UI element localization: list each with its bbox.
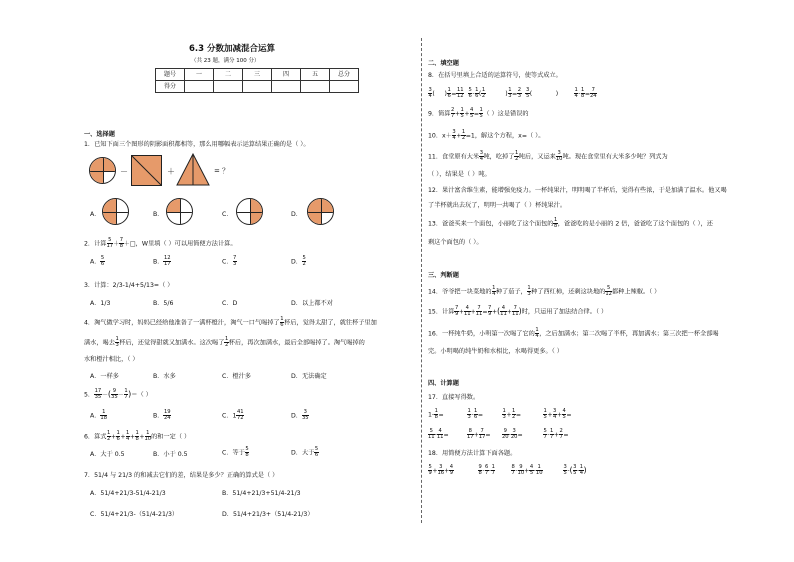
question-13: 13．爸爸买来一个面包，小丽吃了这个面包的 $\frac{1}{8}$ ，爸爸吃的是小丽的 2 倍，爸爸吃了这个面包的（ ），还 bbox=[428, 217, 713, 230]
option-label: C．D bbox=[222, 300, 238, 307]
fraction: $\frac{17}{35}$ bbox=[94, 388, 102, 401]
table-header-cell: 总分 bbox=[330, 69, 359, 81]
score-cell[interactable] bbox=[330, 81, 359, 93]
table-header-cell: 一 bbox=[185, 69, 214, 81]
option-label: D． bbox=[291, 258, 302, 266]
question-2: 2．计算 $\frac{5}{17}$ ＋ $\frac{7}{8}$ ＋□，W里填（ ）可以用简便方法计算。 bbox=[84, 237, 237, 250]
question-16-line2: 完。小明喝的纯牛奶和水相比，水喝得更多。（ ） bbox=[428, 348, 563, 355]
question-3: 3．计算：2/3-1/4+5/13=（ ） bbox=[84, 282, 174, 289]
question-4-line3: 水和橙汁相比，（ ） bbox=[84, 356, 139, 363]
question-10: 10．x＋ $\frac{3}{4}$ + $\frac{1}{2}$ =1，解这个方程，x=（ ）。 bbox=[428, 129, 545, 142]
q2-options bbox=[291, 256, 306, 267]
option-label: A．1/3 bbox=[90, 300, 111, 307]
option-label: D． bbox=[291, 211, 302, 218]
option-label: A．一样多 bbox=[90, 373, 119, 380]
fraction: $\frac{41}{72}$ bbox=[236, 409, 244, 422]
fraction: $\frac{5}{6}$ bbox=[100, 255, 105, 268]
square-figure bbox=[131, 155, 162, 186]
question-1: 1．已知下面三个图形的阴影面积都相等，那么用哪幅表示运算结果正确的是（ ）。 bbox=[84, 141, 310, 148]
question-8-blanks: $\frac{3}{4}$ ( ) $\frac{1}{6}$ = $\frac{11}{12}$ $\frac{5}{6}$ - $\frac{1}{6}$ ( $\frac{1}{2}$ ) $\frac{1}{3}$ = $\frac{2}{3}$ $\frac{3}{5}$ ( ) $\frac{1}{4}$ - $\frac{1}{8}$ = $\frac{7}{24}$ bbox=[428, 87, 597, 100]
option-d-circle[interactable] bbox=[307, 198, 334, 225]
question-15: 15．计算 $\frac{7}{9}$ + $\frac{4}{11}$ + $\frac{7}{11}$ = $\frac{7}{9}$ +( $\frac{4}{11}$ + $\frac{7}{11}$ )时，只运用了加法结合律。（ ） bbox=[428, 305, 608, 318]
page-divider bbox=[421, 38, 422, 523]
option-b-circle[interactable] bbox=[166, 198, 193, 225]
q2-options bbox=[222, 256, 237, 267]
option-label: C．橙汁多 bbox=[222, 373, 252, 380]
expression: $\frac{9}{20}$ - $\frac{3}{20}$ = bbox=[502, 428, 523, 441]
option-label: B．水多 bbox=[153, 373, 176, 380]
section-heading: 一、选择题 bbox=[84, 131, 115, 138]
option-label: C． bbox=[222, 258, 233, 266]
question-9: 9．简算 $\frac{2}{7}$ + $\frac{1}{5}$ + $\frac{4}{5}$ = $\frac{1}{5}$ （ ）这是错误的 bbox=[428, 107, 529, 120]
page-subtitle: （共 23 题，满分 100 分） bbox=[191, 58, 260, 64]
question-2-suffix: ＋□，W里填（ ）可以用简便方法计算。 bbox=[123, 240, 237, 248]
question-14: 14．爷爷把一块菜地的 $\frac{1}{4}$ 种了茄子， $\frac{1}{3}$ 种了西红柿，还剩这块地的 $\frac{5}{12}$ 都种上辣椒。（ ） bbox=[428, 285, 661, 298]
question-8: 8．在括号里填上合适的运算符号，使等式成立。 bbox=[428, 72, 562, 79]
expression: $\frac{9}{8}$ - $\frac{6}{7}$ - $\frac{1}{7}$ bbox=[478, 464, 495, 477]
equals-question: = ？ bbox=[214, 167, 230, 175]
fraction: $\frac{5}{17}$ bbox=[106, 237, 114, 250]
page-title: 6.3 分数加减混合运算 bbox=[189, 44, 276, 54]
option-label: D．无法确定 bbox=[291, 373, 327, 380]
section-heading: 四、计算题 bbox=[428, 380, 459, 387]
table-row-label: 得分 bbox=[156, 81, 185, 93]
option-label: A． bbox=[90, 211, 101, 218]
question-7: 7．51/4 与 21/3 的和减去它们的差，结果是多少？正确的算式是（ ） bbox=[84, 472, 279, 479]
triangle-figure bbox=[176, 153, 210, 186]
expression: $\frac{5}{9}$ + $\frac{3}{16}$ + $\frac{4}{9}$ bbox=[428, 464, 454, 477]
option-label: A．大于 0.5 bbox=[90, 451, 125, 458]
question-4-line2: 满水，喝去 $\frac{1}{3}$ 杯后，还觉得甜就又加满水。这次喝了 $\frac{1}{2}$ 杯后，再次加满水，最后全部喝掉了。淘气喝掉的 bbox=[84, 336, 365, 349]
question-12: 12．果汁富含维生素，能增强免疫力。一杯纯果汁，明明喝了半杯后，觉得有些浓，于是加满了温水。他又喝 bbox=[428, 187, 727, 194]
option-label: B． bbox=[153, 211, 164, 218]
option-label: D．51/4+21/3+（51/4-21/3） bbox=[222, 511, 314, 518]
table-header-cell: 三 bbox=[243, 69, 272, 81]
fraction: $\frac{3}{35}$ bbox=[301, 409, 309, 422]
expression: $\frac{8}{7}$ - $\frac{9}{10}$ + $\frac{4}{5}$ - $\frac{1}{10}$ bbox=[511, 464, 543, 477]
table-header-cell: 四 bbox=[272, 69, 301, 81]
question-11-line2: （ ），结果是（ ）吨。 bbox=[428, 171, 491, 178]
option-label: A．51/4+21/3-51/4-21/3 bbox=[90, 490, 166, 497]
expression: $\frac{5}{11}$ - $\frac{4}{11}$ = bbox=[428, 428, 449, 441]
expression: $\frac{8}{17}$ + $\frac{7}{17}$ = bbox=[467, 428, 491, 441]
option-label: A． bbox=[90, 258, 101, 266]
fraction: $\frac{1}{2}$ bbox=[224, 336, 229, 349]
section-heading: 二、填空题 bbox=[428, 60, 459, 67]
score-cell[interactable] bbox=[301, 81, 330, 93]
q6-option: D．大于 $\frac{5}{6}$ bbox=[291, 446, 319, 459]
expression: $\frac{1}{5}$ + $\frac{3}{4}$ + $\frac{4}{5}$ = bbox=[543, 408, 572, 421]
option-label: D．以上都不对 bbox=[291, 300, 333, 307]
question-17: 17．直接写得数。 bbox=[428, 394, 480, 401]
q5-option: C．1 $\frac{41}{72}$ bbox=[222, 409, 244, 422]
expression: 1- $\frac{1}{8}$ = bbox=[428, 408, 444, 421]
expression: $\frac{1}{3}$ - $\frac{1}{6}$ = bbox=[467, 408, 484, 421]
pie-figure bbox=[89, 157, 116, 184]
expression: $\frac{5}{7}$ - $\frac{1}{7}$ + $\frac{2}{7}$ = bbox=[543, 428, 569, 441]
option-label: B．小于 0.5 bbox=[153, 451, 188, 458]
fraction: $\frac{1}{7}$ bbox=[124, 388, 128, 401]
question-5: 5． $\frac{17}{35}$ －( $\frac{9}{35}$ － $\frac{1}{7}$ )＝（ ） bbox=[84, 388, 152, 401]
option-label: C．51/4+21/3-（51/4-21/3） bbox=[90, 511, 179, 518]
score-table bbox=[155, 68, 359, 93]
score-cell[interactable] bbox=[243, 81, 272, 93]
question-11: 11．食堂原有大米 $\frac{3}{4}$ 吨，吃掉了 $\frac{1}{2}$ 吨后，又运来 $\frac{3}{10}$ 吨。现在食堂里有大米多少吨？列式为 bbox=[428, 150, 668, 163]
table-header-cell: 二 bbox=[214, 69, 243, 81]
fraction: $\frac{5}{2}$ bbox=[302, 255, 306, 268]
table-header-cell: 题号 bbox=[156, 69, 185, 81]
minus-sign: － bbox=[120, 167, 128, 176]
question-16: 16．一杯纯牛奶，小明第一次喝了它的 $\frac{1}{4}$ ，之后加满水；第二次喝了半杯，再加满水；第三次把一杯全部喝 bbox=[428, 327, 719, 340]
fraction: $\frac{1}{18}$ bbox=[100, 409, 108, 422]
option-label: B．51/4+21/3+51/4-21/3 bbox=[222, 490, 301, 497]
fraction: $\frac{1}{6}$ bbox=[280, 316, 284, 329]
q5-option: D． $\frac{3}{35}$ bbox=[291, 409, 309, 422]
question-4: 4．淘气做学习时，妈妈已经给他准备了一满杯橙汁，淘气一口气喝掉了 $\frac{1}{6}$ 杯后，觉得太甜了，就往杯子里加 bbox=[84, 316, 377, 329]
fraction: $\frac{9}{35}$ bbox=[111, 388, 118, 401]
table-header-cell: 五 bbox=[301, 69, 330, 81]
score-cell[interactable] bbox=[185, 81, 214, 93]
q2-options bbox=[153, 256, 171, 267]
q5-option: B． $\frac{19}{24}$ bbox=[153, 409, 171, 422]
fraction: $\frac{7}{3}$ bbox=[233, 255, 237, 268]
score-cell[interactable] bbox=[272, 81, 301, 93]
q2-options bbox=[90, 256, 105, 267]
score-cell[interactable] bbox=[214, 81, 243, 93]
option-label: C． bbox=[222, 211, 233, 218]
question-12-line2: 了半杯就出去玩了，明明一共喝了（ ）杯纯果汁。 bbox=[428, 202, 567, 209]
question-13-line2: 剩这个面包的（ ）。 bbox=[428, 239, 483, 246]
option-a-circle[interactable] bbox=[102, 198, 129, 225]
q6-option: C．等于 $\frac{5}{8}$ bbox=[222, 446, 249, 459]
fraction: $\frac{12}{17}$ bbox=[163, 255, 171, 268]
fraction: $\frac{1}{3}$ bbox=[115, 336, 119, 349]
plus-sign: ＋ bbox=[167, 167, 175, 176]
section-heading: 三、判断题 bbox=[428, 272, 459, 279]
expression: $\frac{3}{5}$ -( $\frac{3}{5}$ - $\frac{1}{4}$ ) bbox=[563, 464, 587, 477]
option-c-circle[interactable] bbox=[236, 198, 263, 225]
fraction: $\frac{19}{24}$ bbox=[163, 409, 171, 422]
question-18: 18．用简便方法计算下面各题。 bbox=[428, 450, 517, 457]
question-6: 6．算式 $\frac{1}{2}$ + $\frac{1}{6}$ + $\frac{1}{4}$ + $\frac{1}{8}$ + $\frac{1}{10}$ 的和一定（ ） bbox=[84, 430, 191, 443]
fraction: $\frac{7}{8}$ bbox=[119, 237, 124, 250]
option-label: B． bbox=[153, 258, 164, 266]
expression: $\frac{1}{3}$ + $\frac{1}{2}$ = bbox=[502, 408, 521, 421]
q5-option: A． $\frac{1}{18}$ bbox=[90, 409, 108, 422]
question-2-prefix: 2．计算 bbox=[84, 240, 107, 248]
option-label: B．5/6 bbox=[153, 300, 174, 307]
